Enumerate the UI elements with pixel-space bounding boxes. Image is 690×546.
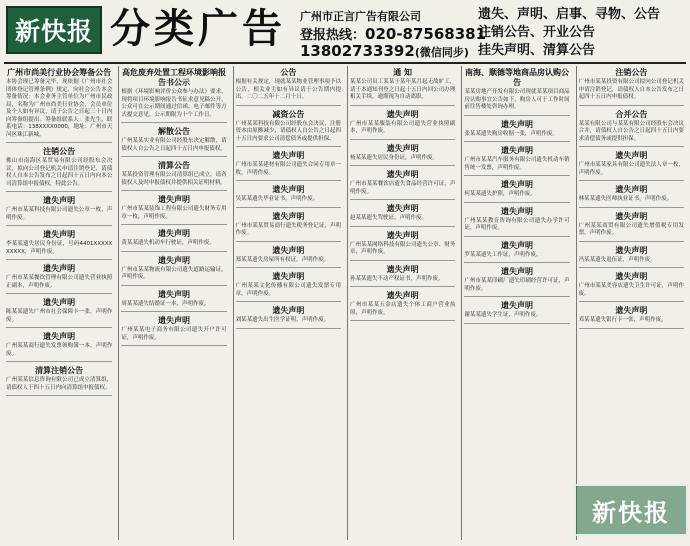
notice-title: 遗失声明 <box>615 306 648 315</box>
notice-title: 清算公告 <box>157 161 190 170</box>
notice-body: 周某某遗失结婚证一本，声明作废。 <box>121 300 210 307</box>
ad-notice <box>121 227 226 252</box>
notice-title: 通 知 <box>393 68 413 77</box>
ad-notice <box>6 66 112 143</box>
ad-notice <box>579 210 684 242</box>
ad-notice <box>121 288 226 313</box>
service-list <box>478 6 684 60</box>
ad-notice <box>121 254 226 286</box>
notice-body: 广州某某网络科技有限公司遗失公章、财务章，声明作废。 <box>350 241 456 255</box>
notice-body: 张某某遗失购房收据一张，声明作废。 <box>464 130 558 137</box>
ad-notice <box>464 299 569 324</box>
ad-notice <box>350 289 455 321</box>
notice-body: 谢某某遗失学生证，声明作废。 <box>464 312 542 318</box>
ad-notice <box>464 205 569 237</box>
notice-body: 孙某某遗失不动产权证书，声明作废。 <box>350 275 444 282</box>
notice-title: 遗失声明 <box>500 240 533 250</box>
notice-title: 遗失声明 <box>43 264 76 273</box>
ad-notice <box>121 193 226 225</box>
notice-title: 遗失声明 <box>500 206 533 216</box>
notice-title: 遗失声明 <box>272 211 305 221</box>
notice-body: 林某某遗失医师执业证书，声明作废。 <box>578 196 673 202</box>
ad-notice <box>464 66 569 116</box>
ad-notice <box>579 149 684 181</box>
notice-body: 广州市某某汽车服务有限公司遗失机动车销售统一发票，声明作废。 <box>464 157 570 171</box>
mobile-contact <box>300 42 469 60</box>
ad-notice <box>350 142 455 167</box>
ad-notice <box>464 265 569 297</box>
notice-title: 注销公告 <box>615 68 648 77</box>
notice-body: 广州某某文化传播有限公司遗失发票专用章，声明作废。 <box>235 283 341 297</box>
notice-title: 遗失声明 <box>500 119 533 129</box>
ad-notice <box>121 125 226 157</box>
notice-body: 广州某某商行遗失发票领购簿一本，声明作废。 <box>6 343 113 357</box>
notice-title: 遗失声明 <box>615 245 648 255</box>
notice-body: 广州市某某贸易商行遗失税务登记证，声明作废。 <box>235 222 341 236</box>
notice-title: 遗失声明 <box>500 146 533 155</box>
notice-title: 遗失声明 <box>386 109 419 119</box>
notice-body: 佛山市南海区某贸易有限公司经股东会决议，拟向公司登记机关申请注销登记，请债权人自本公告发布之日起四十五日内向本公司清算组申报债权，特此公告。 <box>6 158 113 187</box>
notice-body: 罗某某遗失工作证，声明作废。 <box>464 251 542 258</box>
ad-notice <box>464 118 569 143</box>
notice-title: 遗失声明 <box>272 151 305 160</box>
ad-column <box>233 66 343 540</box>
notice-title: 遗失声明 <box>386 143 419 153</box>
ad-notice <box>464 239 569 264</box>
notice-body: 广州某某信息咨询有限公司已成立清算组，请债权人于四十五日内向清算组申报债权。 <box>6 377 113 391</box>
notice-title: 广州市尚美行业协会筹备公告 <box>7 68 112 77</box>
ad-column <box>347 66 457 540</box>
notice-title: 遗失声明 <box>500 301 533 310</box>
notice-body: 某某投资管理有限公司清算组已成立，请各债权人及时申报债权并提供相关证明材料。 <box>121 172 227 186</box>
ad-notice <box>579 270 684 302</box>
notice-title: 遗失声明 <box>272 272 305 281</box>
notice-title: 遗失声明 <box>272 245 305 255</box>
notice-title: 遗失声明 <box>615 151 648 160</box>
notice-title: 遗失声明 <box>43 196 76 205</box>
notice-title: 遗失声明 <box>386 291 419 300</box>
notice-title: 减资公告 <box>272 109 305 119</box>
service-line-2: 注销公告、开业公告 <box>478 25 596 40</box>
mobile-note: (微信同步) <box>414 46 469 59</box>
ad-column <box>118 66 228 540</box>
page-title: 分类广告 <box>110 5 286 52</box>
ad-notice <box>236 183 341 208</box>
hotline <box>300 24 486 43</box>
notice-body: 根据《环境影响评价公众参与办法》要求，现将项目环境影响报告书征求意见稿公开，公众可在公示期间通过信函、电子邮件等方式提交意见。公示期限为十个工作日。 <box>121 89 227 118</box>
notice-title: 遗失声明 <box>43 230 76 239</box>
notice-title: 遗失声明 <box>157 195 190 204</box>
notice-title: 遗失声明 <box>615 272 648 281</box>
ad-notice <box>121 314 226 346</box>
notice-body: 某某有限公司与某某有限公司经股东会决议合并，请债权人自公告之日起四十五日内要求清偿债务或提供担保。 <box>578 120 684 142</box>
notice-title: 遗失声明 <box>500 180 533 189</box>
notice-body: 广州市某某投资有限公司拟向公司登记机关申请注销登记，请债权人自本公告发布之日起四十五日内申报债权。 <box>578 79 684 100</box>
notice-body: 本协会现已筹备完毕，现依据《广州市社会团体登记管理条例》规定，向社会公告本会筹备情况：本会业务主管单位为广州市民政局，名称为广州市尚美行业协会，会员单位及个人如有异议，请于公告之日起三十日内向筹备组提出。筹备组联系人：张先生，联系电话：138XXXX0000，地址：广州市天河区珠江新城。 <box>6 79 113 138</box>
ad-notice <box>6 228 112 260</box>
notice-title: 遗失声明 <box>386 230 419 240</box>
hotline-label: 登报热线： <box>300 28 366 43</box>
notice-body: 李某某遗失居民身份证，号码4401XXXXXXXXXX，声明作废。 <box>6 241 113 255</box>
notice-body: 冯某某遗失退伍证，声明作废。 <box>578 256 656 263</box>
notice-title: 遗失声明 <box>615 211 648 221</box>
ad-notice <box>350 263 455 288</box>
notice-body: 何某某遗失护照，声明作废。 <box>464 191 536 197</box>
notice-title: 遗失声明 <box>157 316 190 325</box>
notice-body: 广州市某某科技有限公司遗失公章一枚，声明作废。 <box>6 207 113 221</box>
notice-title: 遗失声明 <box>386 170 419 179</box>
ad-notice <box>236 149 341 181</box>
notice-body: 广州市某某家具有限公司遗失法人章一枚，声明作废。 <box>578 162 684 176</box>
notice-body: 某某公司员工某某于某年某月起无故旷工，请于本通知刊登之日起十五日内回公司办理相关手续，逾期视为自动离职。 <box>350 79 456 100</box>
notice-body: 广州某某教育咨询有限公司遗失办学许可证，声明作废。 <box>464 217 570 231</box>
notice-title: 遗失声明 <box>500 267 533 276</box>
ad-notice <box>121 159 226 191</box>
ad-notice <box>350 202 455 227</box>
notice-body: 广州市某某餐饮管理有限公司遗失营业执照正副本，声明作废。 <box>6 275 113 289</box>
ads-content <box>4 66 686 540</box>
notice-title: 遗失声明 <box>157 229 190 238</box>
service-line-1: 遗失、声明、启事、寻物、公告 <box>478 7 661 22</box>
ad-notice <box>121 66 226 123</box>
mobile-number: 13802733392 <box>300 42 415 60</box>
notice-title: 解散公告 <box>157 127 190 136</box>
header-divider <box>4 62 686 64</box>
ad-notice <box>236 108 341 148</box>
ad-column <box>4 66 114 540</box>
notice-body: 广州某某电子商务有限公司遗失开户许可证，声明作废。 <box>121 327 227 341</box>
ad-notice <box>236 210 341 242</box>
ad-notice <box>236 66 341 106</box>
ad-notice <box>579 108 684 148</box>
ad-notice <box>6 194 112 226</box>
notice-body: 郑某某遗失房屋所有权证，声明作废。 <box>235 256 330 263</box>
ad-notice <box>350 66 455 106</box>
notice-body: 广州市某某餐饮店遗失食品经营许可证，声明作废。 <box>350 181 456 195</box>
notice-title: 合并公告 <box>615 109 648 119</box>
notice-title: 遗失声明 <box>157 289 190 299</box>
ad-notice <box>579 66 684 106</box>
notice-body: 邓某某遗失银行卡一张，声明作废。 <box>578 317 667 323</box>
notice-body: 广州某某科技有限公司经股东会决议，注册资本由原额减少，请债权人自公告之日起四十五日内要求公司清偿债务或提供担保。 <box>235 120 341 142</box>
ad-notice <box>236 244 341 269</box>
hotline-number: 020-87568381 <box>365 25 487 43</box>
service-line-3: 挂失声明、清算公告 <box>478 43 596 58</box>
notice-body: 广州市某某美容店遗失卫生许可证，声明作废。 <box>578 283 684 297</box>
ad-notice <box>579 244 684 269</box>
ad-notice <box>6 364 112 396</box>
ad-column <box>576 66 686 540</box>
ad-notice <box>464 144 569 176</box>
notice-title: 遗失声明 <box>386 264 419 274</box>
notice-title: 遗失声明 <box>43 298 76 307</box>
newspaper-logo: 新快报 <box>6 6 102 54</box>
notice-body: 广州某某商贸有限公司遗失增值税专用发票，声明作废。 <box>578 222 684 236</box>
notice-title: 注销公告 <box>43 147 76 156</box>
ad-notice <box>350 229 455 261</box>
ad-notice <box>579 183 684 208</box>
watermark-logo: 新快报 <box>574 484 688 536</box>
notice-body: 根据有关规定，现就某某物业管理事项予以公告，相关业主如有异议请于公告期内提出。二〇二五年十二月十日。 <box>235 79 341 100</box>
ad-notice <box>579 304 684 329</box>
notice-title: 遗失声明 <box>272 185 305 194</box>
notice-body: 广州市某某建材有限公司遗失合同专用章一枚，声明作废。 <box>235 162 341 176</box>
ad-notice <box>6 296 112 328</box>
notice-body: 广州市某某装饰工程有限公司遗失财务专用章一枚，声明作废。 <box>121 206 227 220</box>
notice-title: 南海、顺德等地商品房认购公告 <box>464 68 569 87</box>
notice-body: 广州市某某印刷厂遗失印刷经营许可证，声明作废。 <box>464 278 570 292</box>
notice-title: 高危废弃处置工程环境影响报告书公示 <box>121 68 226 87</box>
ad-notice <box>6 262 112 294</box>
ad-notice <box>6 145 112 192</box>
notice-title: 遗失声明 <box>157 255 190 265</box>
notice-title: 遗失声明 <box>43 332 76 341</box>
ad-notice <box>350 108 455 140</box>
page-header <box>0 0 690 66</box>
ad-notice <box>350 168 455 200</box>
notice-title: 遗失声明 <box>615 185 648 194</box>
notice-body: 广州市某某服装有限公司遗失营业执照副本，声明作废。 <box>350 120 456 134</box>
notice-body: 广州市某某物流有限公司遗失道路运输证，声明作废。 <box>121 266 227 280</box>
notice-title: 遗失声明 <box>386 204 419 213</box>
notice-body: 广州市某某五金店遗失个体工商户营业执照，声明作废。 <box>350 302 456 316</box>
notice-body: 杨某某遗失居民身份证，声明作废。 <box>350 154 439 161</box>
ad-notice <box>236 270 341 302</box>
notice-body: 赵某某遗失驾驶证，声明作废。 <box>350 215 428 221</box>
notice-body: 广州某某实业有限公司经股东决定解散，请债权人自公告之日起四十五日内申报债权。 <box>121 138 227 152</box>
ad-column <box>461 66 571 540</box>
notice-title: 清算注销公告 <box>35 366 84 375</box>
notice-body: 黄某某遗失机动车行驶证，声明作废。 <box>121 240 215 246</box>
notice-body: 吴某某遗失毕业证书，声明作废。 <box>235 196 319 202</box>
notice-title: 遗失声明 <box>272 306 305 315</box>
notice-body: 刘某某遗失出生医学证明，声明作废。 <box>235 317 330 323</box>
notice-body: 某某房地产开发有限公司现就某某项目商品房认购事宜公告如下，购房人可于工作时间前往售楼处咨询办理。 <box>464 89 570 110</box>
ad-notice <box>464 178 569 203</box>
ad-notice <box>236 304 341 329</box>
notice-body: 陈某某遗失广州市社会保障卡一张，声明作废。 <box>6 309 113 323</box>
ad-notice <box>6 330 112 362</box>
company-name: 广州市正言广告有限公司 <box>300 10 421 23</box>
notice-title: 公告 <box>280 68 297 77</box>
